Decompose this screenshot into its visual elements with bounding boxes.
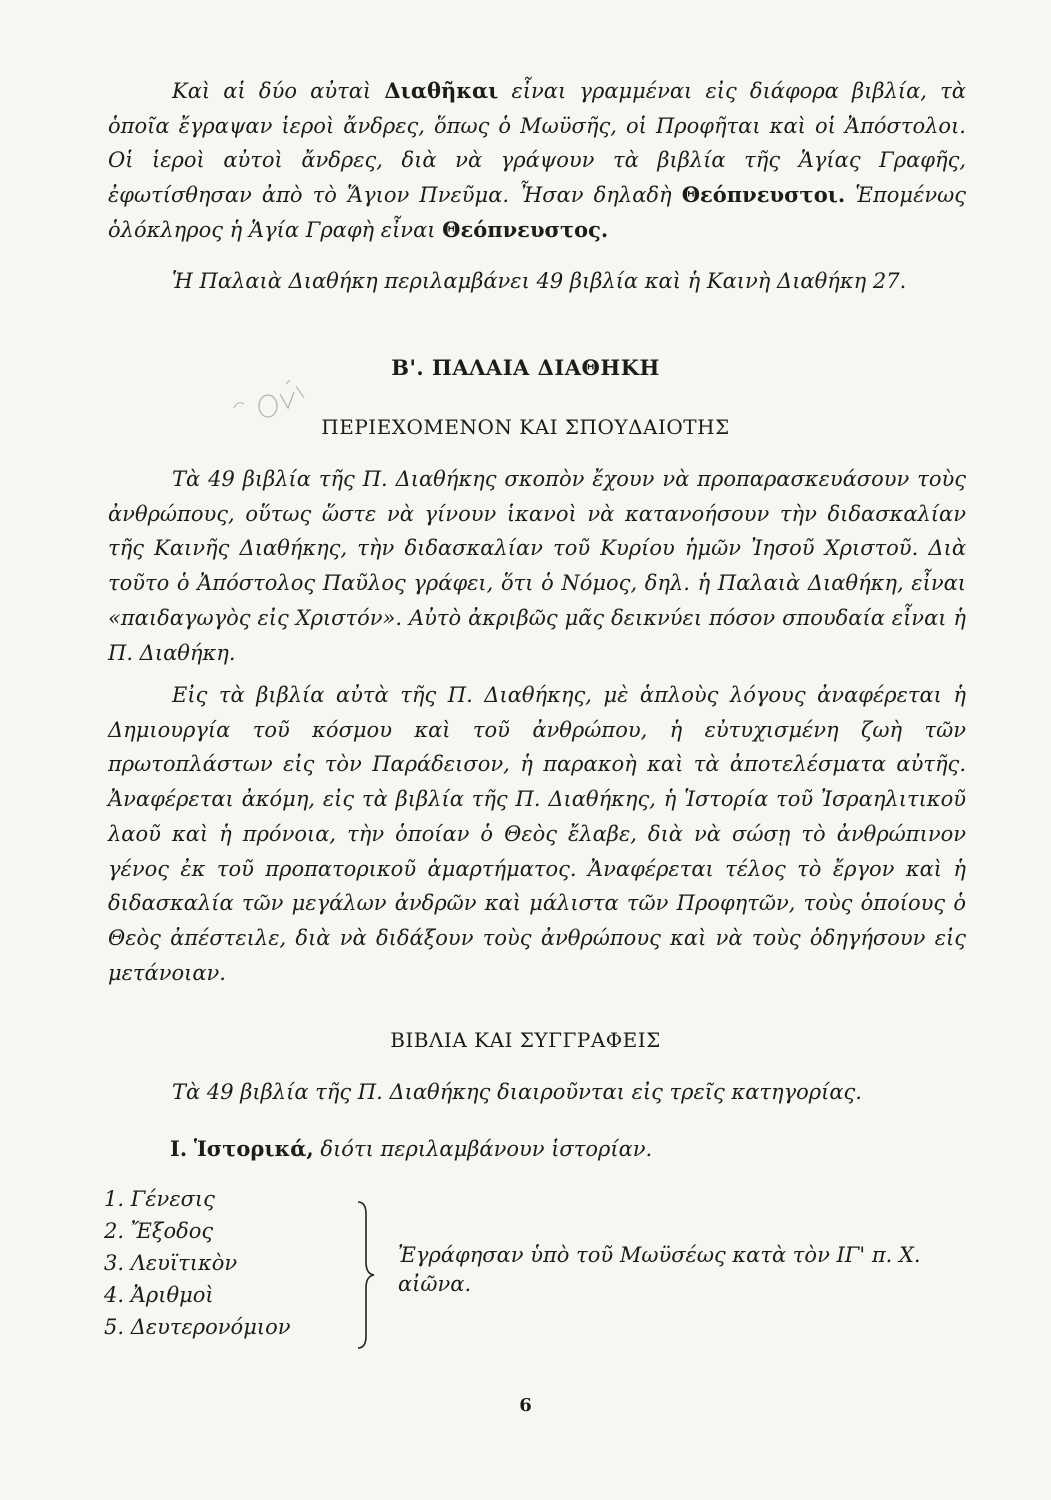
book-item-deuteronomy: 5. Δευτερονόμιον <box>104 1315 291 1339</box>
purpose-paragraph: Τὰ 49 βιβλία τῆς Π. Διαθήκης σκοπὸν ἔχουν νὰ προπαρασκευάσουν τοὺς ἀνθρώπους, οὕτως ὥστε νὰ γίνουν ἱκανοὶ νὰ κατανοήσουν τὴν διδασκαλίαν τῆς Καινῆς Διαθήκης, τὴν διδασκαλίαν τοῦ Κυρίου ἡμῶν Ἰησοῦ Χριστοῦ. Διὰ τοῦτο ὁ Ἀπόστολος Παῦλος γράφει, ὅτι ὁ Νόμος, δηλ. ἡ Παλαιὰ Διαθήκη, εἶναι «παιδαγωγὸς εἰς Χριστόν». Αὐτὸ ἀκριβῶς μᾶς δεικνύει πόσον σπουδαία εἶναι ἡ Π. Διαθήκη. <box>108 467 966 665</box>
books-division-paragraph: Τὰ 49 βιβλία τῆς Π. Διαθήκης διαιροῦνται εἰς τρεῖς κατηγορίας. <box>172 1080 862 1104</box>
intro-text-c: εἶναι γραμμέναι εἰς διάφορα βιβλία, τὰ ὁποῖα ἔγραψαν ἱεροὶ ἄνδρες, ὅπως ὁ Μωϋσῆς, οἱ Προφῆται καὶ οἱ Ἀπόστολοι. Οἱ ἱεροὶ αὐτοὶ ἄνδρες, διὰ νὰ γράψουν τὰ βιβλία τῆς Ἁγίας Γραφῆς, ἐφωτίσθησαν ἀπὸ τὸ Ἅγιον Πνεῦμα. Ἦσαν δηλαδὴ <box>108 79 966 208</box>
category-reason: διότι περιλαμβάνουν ἱστορίαν. <box>313 1137 653 1161</box>
books-count-paragraph: Ἡ Παλαιὰ Διαθήκη περιλαμβάνει 49 βιβλία καὶ ἡ Καινὴ Διαθήκη 27. <box>172 269 907 293</box>
subheading-content: ΠΕΡΙΕΧΟΜΕΝΟΝ ΚΑΙ ΣΠΟΥΔΑΙΟΤΗΣ <box>321 415 730 439</box>
subheading-books: ΒΙΒΛΙΑ ΚΑΙ ΣΥΓΓΡΑΦΕΙΣ <box>390 1028 661 1052</box>
category-historical <box>170 1136 652 1161</box>
book-item-leviticus: 3. Λευϊτικὸν <box>104 1251 238 1275</box>
intro-text-e: Ἑπομένως ὁλόκληρος ἡ Ἁγία Γραφὴ εἶναι <box>108 183 966 242</box>
category-name: Ἱστορικά, <box>193 1136 314 1161</box>
authorship-note: Ἐγράφησαν ὑπὸ τοῦ Μωϋσέως κατὰ τὸν ΙΓ' π. Χ. αἰῶνα. <box>398 1243 921 1296</box>
section-title: Β'. ΠΑΛΑΙΑ ΔΙΑΘΗΚΗ <box>391 355 660 380</box>
book-item-exodus: 2. Ἔξοδος <box>104 1219 214 1243</box>
book-item-genesis: 1. Γένεσις <box>104 1187 215 1211</box>
term-theopneustoi: Θεόπνευστοι. <box>681 182 846 208</box>
right-brace-icon <box>354 1200 378 1350</box>
book-item-numbers: 4. Ἀριθμοὶ <box>104 1283 214 1307</box>
term-diathikai: Διαθῆκαι <box>384 78 499 103</box>
contents-paragraph: Εἰς τὰ βιβλία αὐτὰ τῆς Π. Διαθήκης, μὲ ἁπλοὺς λόγους ἀναφέρεται ἡ Δημιουργία τοῦ κόσμου καὶ τοῦ ἀνθρώπου, ἡ εὐτυχισμένη ζωὴ τῶν πρωτοπλάστων εἰς τὸν Παράδεισον, ἡ παρακοὴ καὶ τὰ ἀποτελέσματα αὐτῆς. Ἀναφέρεται ἀκόμη, εἰς τὰ βιβλία τῆς Π. Διαθήκης, ἡ Ἱστορία τοῦ Ἰσραηλιτικοῦ λαοῦ καὶ ἡ πρόνοια, τὴν ὁποίαν ὁ Θεὸς ἔλαβε, διὰ νὰ σώσῃ τὸ ἀνθρώπινον γένος ἐκ τοῦ προπατορικοῦ ἁμαρτήματος. Ἀναφέρεται τέλος τὸ ἔργον καὶ ἡ διδασκαλία τῶν μεγάλων ἀνδρῶν καὶ μάλιστα τῶν Προφητῶν, τοὺς ὁποίους ὁ Θεὸς ἀπέστειλε, διὰ νὰ διδάξουν τοὺς ἀνθρώπους καὶ νὰ τοὺς ὁδηγήσουν εἰς μετάνοιαν. <box>108 683 966 985</box>
category-numeral: I. <box>170 1136 188 1161</box>
intro-text-a: Καὶ αἱ δύο αὐταὶ <box>172 79 385 103</box>
book-list <box>104 1183 291 1343</box>
intro-paragraph <box>108 74 966 248</box>
term-theopneustos: Θεόπνευστος. <box>442 216 609 242</box>
page-number: 6 <box>519 1395 532 1416</box>
